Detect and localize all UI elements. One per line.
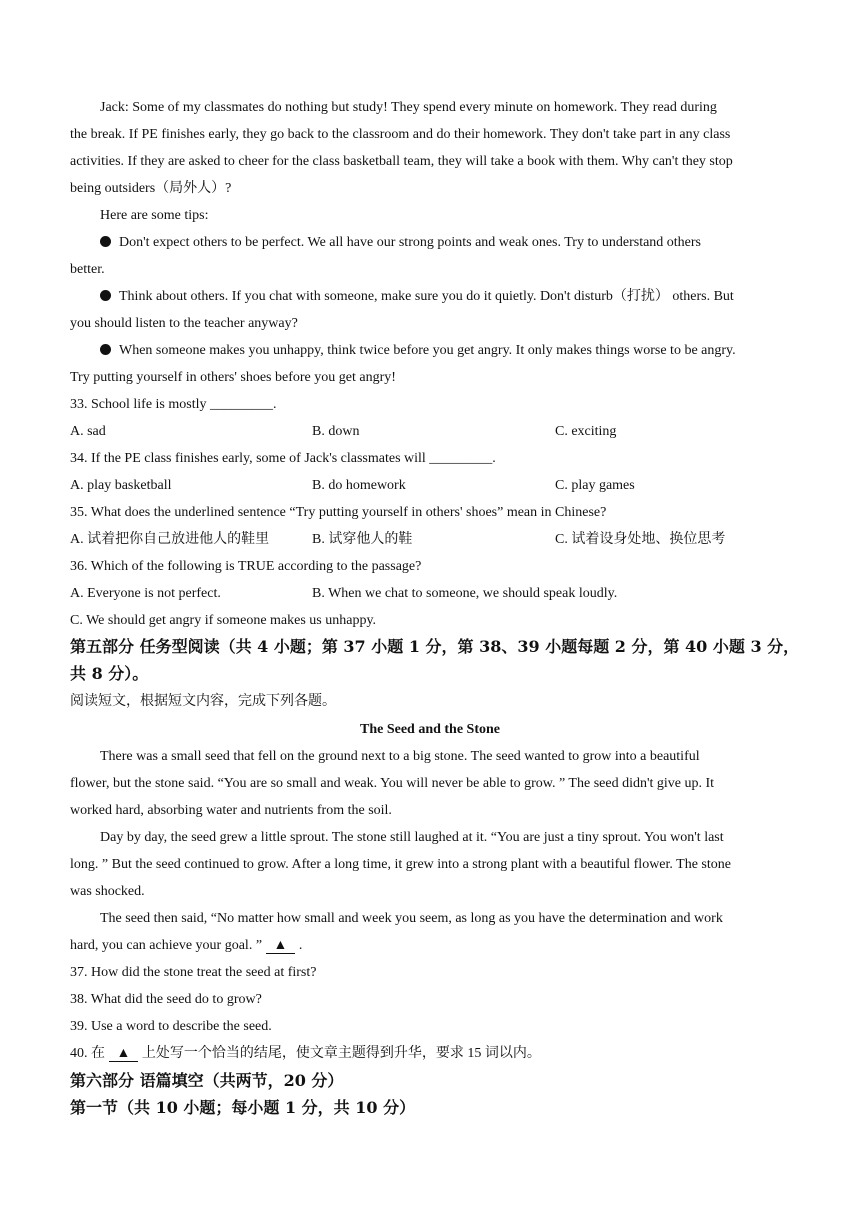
answer-blank-40[interactable]: ▲ xyxy=(266,939,296,954)
jack-line-3: activities. If they are asked to cheer for the class basketball team, they will take a book with them. Why can't they stop xyxy=(70,154,733,169)
tip-2 xyxy=(100,288,840,306)
part6-heading: 第六部分 语篇填空（共两节，20 分） xyxy=(70,1071,344,1090)
q35-option-c: C. 试着设身处地、换位思考 xyxy=(555,532,726,547)
seed-p3-text: hard, you can achieve your goal. ” xyxy=(70,938,263,953)
q34-option-c: C. play games xyxy=(555,478,635,493)
q35-option-a: A. 试着把你自己放进他人的鞋里 xyxy=(70,532,270,547)
question-35: 35. What does the underlined sentence “Try putting yourself in others' shoes” mean in Chinese? xyxy=(70,505,607,520)
question-33: 33. School life is mostly _________. xyxy=(70,397,277,412)
part5-instruction: 阅读短文，根据短文内容，完成下列各题。 xyxy=(70,694,336,709)
q40-text: 上处写一个恰当的结尾，使文章主题得到升华，要求 15 词以内。 xyxy=(141,1046,541,1061)
q33-option-a: A. sad xyxy=(70,424,106,439)
bullet-icon xyxy=(100,236,111,247)
tip-3-text: When someone makes you unhappy, think twice before you get angry. It only makes things worse to be angry. xyxy=(119,343,736,358)
seed-p2-line-1: Day by day, the seed grew a little sprout. The stone still laughed at it. “You are just a tiny sprout. You won't last xyxy=(100,830,724,845)
jack-line-2: the break. If PE finishes early, they go back to the classroom and do their homework. They don't take part in any class xyxy=(70,127,731,142)
question-39: 39. Use a word to describe the seed. xyxy=(70,1019,272,1034)
tip-1 xyxy=(100,234,840,252)
q40-blank-mark: ▲ xyxy=(109,1047,139,1062)
q36-option-b: B. When we chat to someone, we should speak loudly. xyxy=(312,586,618,601)
question-34: 34. If the PE class finishes early, some of Jack's classmates will _________. xyxy=(70,451,496,466)
part5-heading-line-2: 共 8 分）。 xyxy=(70,664,149,683)
tip-3-cont: Try putting yourself in others' shoes before you get angry! xyxy=(70,370,396,385)
seed-p1-line-1: There was a small seed that fell on the ground next to a big stone. The seed wanted to grow into a beautiful xyxy=(100,749,700,764)
tip-2-cont: you should listen to the teacher anyway? xyxy=(70,316,298,331)
tip-1-text: Don't expect others to be perfect. We all have our strong points and weak ones. Try to understand others xyxy=(119,235,702,250)
q35-option-b: B. 试穿他人的鞋 xyxy=(312,532,413,547)
tip-3 xyxy=(100,342,840,360)
question-36: 36. Which of the following is TRUE according to the passage? xyxy=(70,559,422,574)
question-40 xyxy=(70,1045,810,1063)
question-38: 38. What did the seed do to grow? xyxy=(70,992,262,1007)
seed-p3-period: . xyxy=(298,938,303,953)
tips-intro: Here are some tips: xyxy=(100,208,209,223)
q33-option-c: C. exciting xyxy=(555,424,617,439)
bullet-icon xyxy=(100,290,111,301)
q40-prefix: 40. 在 xyxy=(70,1046,105,1061)
seed-p2-line-2: long. ” But the seed continued to grow. After a long time, it grew into a strong plant with a beautiful flower. The stone xyxy=(70,857,731,872)
q34-option-b: B. do homework xyxy=(312,478,406,493)
passage-title: The Seed and the Stone xyxy=(359,722,501,737)
seed-p2-line-3: was shocked. xyxy=(70,884,145,899)
seed-p1-line-3: worked hard, absorbing water and nutrients from the soil. xyxy=(70,803,392,818)
q33-option-b: B. down xyxy=(312,424,360,439)
tip-2-text: Think about others. If you chat with someone, make sure you do it quietly. Don't disturb（打扰） others. But xyxy=(119,289,734,304)
seed-p1-line-2: flower, but the stone said. “You are so small and weak. You will never be able to grow. ” The seed didn't give up. It xyxy=(70,776,715,791)
q36-option-a: A. Everyone is not perfect. xyxy=(70,586,221,601)
part6-section1-heading: 第一节（共 10 小题；每小题 1 分，共 10 分） xyxy=(70,1098,416,1117)
jack-line-1: Jack: Some of my classmates do nothing but study! They spend every minute on homework. They read during xyxy=(100,100,717,115)
seed-p3-line-1: The seed then said, “No matter how small and week you seem, as long as you have the determination and work xyxy=(100,911,723,926)
tip-1-cont: better. xyxy=(70,262,105,277)
seed-p3-line-2 xyxy=(70,937,810,955)
q34-option-a: A. play basketball xyxy=(70,478,172,493)
question-37: 37. How did the stone treat the seed at first? xyxy=(70,965,317,980)
jack-line-4: being outsiders（局外人）? xyxy=(70,181,232,196)
part5-heading-line-1: 第五部分 任务型阅读（共 4 小题；第 37 小题 1 分，第 38、39 小题每题 2 分，第 40 小题 3 分， xyxy=(70,637,800,656)
bullet-icon xyxy=(100,344,111,355)
q36-option-c: C. We should get angry if someone makes us unhappy. xyxy=(70,613,377,628)
